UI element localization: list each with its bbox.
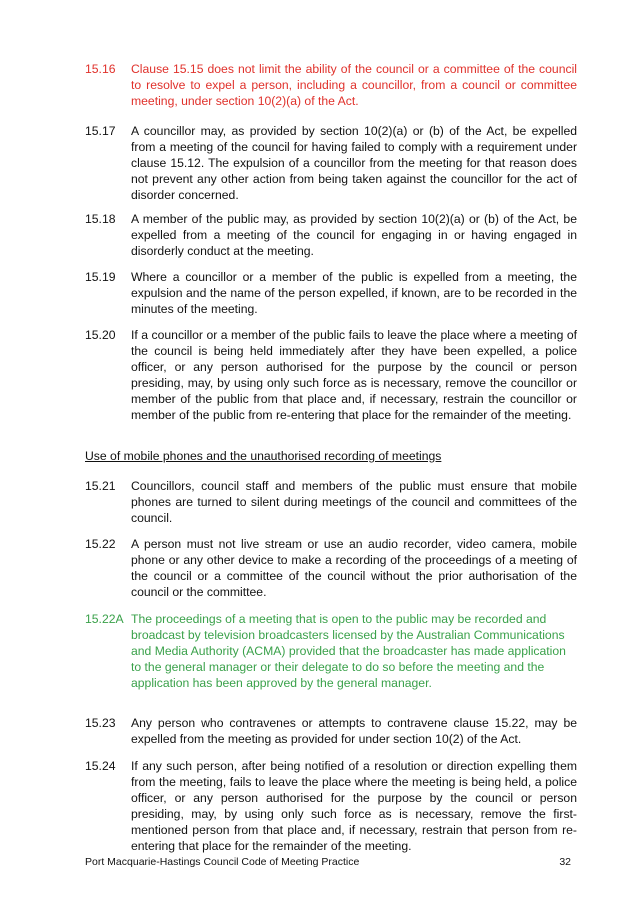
footer-title: Port Macquarie-Hastings Council Code of Meeting Practice xyxy=(85,856,360,868)
clause-number: 15.16 xyxy=(85,62,116,76)
clause-number: 15.18 xyxy=(85,212,116,226)
clause-15-18 xyxy=(85,211,577,259)
clause-number: 15.17 xyxy=(85,124,116,138)
clause-15-17 xyxy=(85,123,577,203)
clause-number: 15.22A xyxy=(85,612,124,626)
clause-number: 15.24 xyxy=(85,759,116,773)
clause-text: Where a councillor or a member of the public is expelled from a meeting, the expulsion and the name of the person expelled, if known, are to be recorded in the minutes of the meeting. xyxy=(131,270,577,316)
clause-text: If any such person, after being notified of a resolution or direction expelling them from the meeting, fails to leave the place where the meeting is being held, a police officer, or any person authorised for the purpose by the council or person presiding, may, by using only such force as is necessary, remove the first-mentioned person from that place and, if necessary, restrain that person from re-entering that place for the remainder of the meeting. xyxy=(131,759,577,853)
clause-text: A person must not live stream or use an audio recorder, video camera, mobile phone or any other device to make a recording of the proceedings of a meeting of the council or a committee of the council without the prior authorisation of the council or the committee. xyxy=(131,537,577,599)
clause-15-21 xyxy=(85,478,577,526)
clause-15-24 xyxy=(85,758,577,854)
clause-text: The proceedings of a meeting that is open to the public may be recorded and broadcast by television broadcasters licensed by the Australian Communications and Media Authority (ACMA) provided that the broadcaster has made application to the general manager or their delegate to do so before the meeting and the application has been approved by the general manager. xyxy=(131,612,566,690)
section-heading: Use of mobile phones and the unauthorised recording of meetings xyxy=(85,449,442,463)
clause-number: 15.23 xyxy=(85,716,116,730)
clause-text: Clause 15.15 does not limit the ability of the council or a committee of the council to resolve to expel a person, including a councillor, from a council or committee meeting, under section 10(2)(a) of the Act. xyxy=(131,62,577,108)
clause-15-19 xyxy=(85,269,577,317)
clause-15-16 xyxy=(85,61,577,109)
clause-text: If a councillor or a member of the public fails to leave the place where a meeting of the council is being held immediately after they have been expelled, a police officer, or any person authorised for the purpose by the council or person presiding, may, by using only such force as is necessary, remove the councillor or member of the public from that place and, if necessary, restrain the councillor or member of the public from re-entering that place for the remainder of the meeting. xyxy=(131,328,577,422)
clause-text: Councillors, council staff and members of the public must ensure that mobile phones are turned to silent during meetings of the council and committees of the council. xyxy=(131,479,577,525)
clause-15-23 xyxy=(85,715,577,747)
clause-text: A councillor may, as provided by section 10(2)(a) or (b) of the Act, be expelled from a meeting of the council for having failed to comply with a requirement under clause 15.12. The expulsion of a councillor from the meeting for that reason does not prevent any other action from being taken against the councillor for the act of disorder concerned. xyxy=(131,124,577,202)
clause-text: Any person who contravenes or attempts to contravene clause 15.22, may be expelled from the meeting as provided for under section 10(2) of the Act. xyxy=(131,716,577,746)
clause-number: 15.19 xyxy=(85,270,116,284)
clause-text: A member of the public may, as provided by section 10(2)(a) or (b) of the Act, be expelled from a meeting of the council for engaging in or having engaged in disorderly conduct at the meeting. xyxy=(131,212,577,258)
clause-15-22a xyxy=(85,611,577,691)
clause-number: 15.20 xyxy=(85,328,116,342)
page-number: 32 xyxy=(559,856,571,868)
clause-number: 15.22 xyxy=(85,537,116,551)
clause-15-20 xyxy=(85,327,577,423)
clause-number: 15.21 xyxy=(85,479,116,493)
clause-15-22 xyxy=(85,536,577,600)
